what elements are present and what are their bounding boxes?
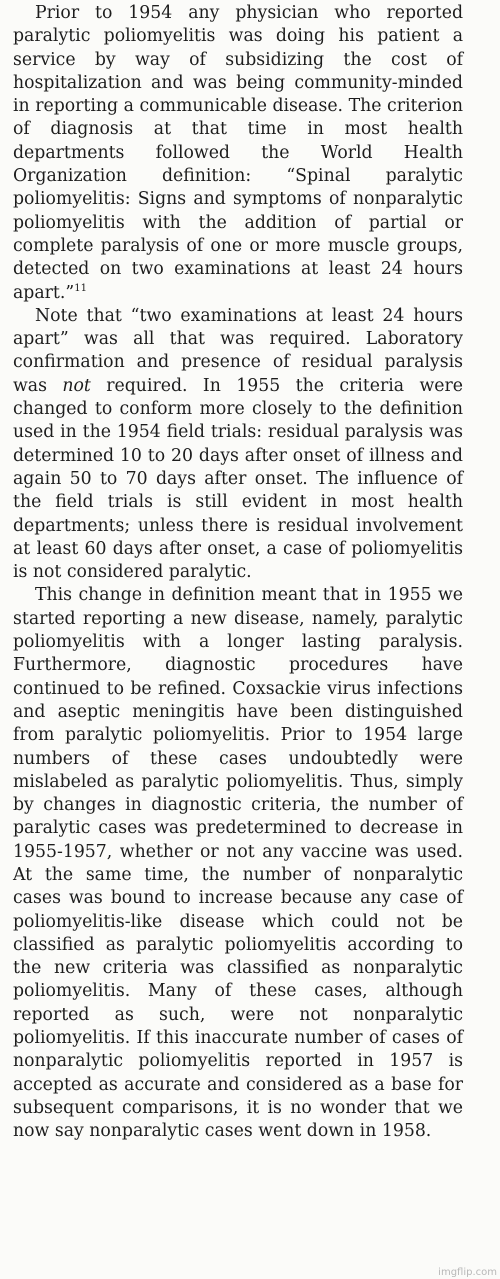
paragraph-3 (13, 584, 463, 1143)
paragraph-3-text: This change in definition meant that in 1955 we started reporting a new disease, namely, paralytic poliomyelitis with a longer lasting paralysis. Furthermore, diagnostic procedures have continued to be refined. Coxsackie virus infections and aseptic meningitis have been distinguished from paralytic poliomyelitis. Prior to 1954 large numbers of these cases undoubtedly were mislabeled as paralytic poliomyelitis. Thus, simply by changes in diagnostic criteria, the number of paralytic cases was predetermined to decrease in 1955-1957, whether or not any vaccine was used. At the same time, the number of nonparalytic cases was bound to increase because any case of poliomyelitis-like disease which could not be classified as paralytic poliomyelitis according to the new criteria was classified as nonparalytic poliomyelitis. Many of these cases, although reported as such, were not nonparalytic poliomyelitis. If this inaccurate number of cases of nonparalytic poliomyelitis reported in 1957 is accepted as accurate and considered as a base for subsequent comparisons, it is no wonder that we now say nonparalytic cases went down in 1958. (13, 585, 463, 1142)
footnote-reference: 11 (74, 282, 87, 294)
paragraph-1-text: Prior to 1954 any physician who reported paralytic poliomyelitis was doing his patient a service by way of subsidizing the cost of hospitalization and was being community-minded in reporting a communicable disease. The criterion of diagnosis at that time in most health departments followed the World Health Organization definition: “Spinal paralytic poliomyelitis: Signs and symptoms of nonparalytic poliomyelitis with the addition of partial or complete paralysis of one or more muscle groups, detected on two examinations at least 24 hours apart.” (13, 3, 463, 303)
paragraph-2-text-end: required. In 1955 the criteria were changed to conform more closely to the definition used in the 1954 field trials: residual paralysis was determined 10 to 20 days after onset of illness and again 50 to 70 days after onset. The influence of the field trials is still evident in most health departments; unless there is residual involvement at least 60 days after onset, a case of poliomyelitis is not considered paralytic. (13, 375, 463, 583)
paragraph-2 (13, 305, 463, 585)
paragraph-2-text-start: Note that “two examinations at least 24 hours apart” was all that was required. Laboratory confirmation and presence of residual paralysis was (13, 305, 463, 396)
watermark-label: imgflip.com (438, 1267, 497, 1278)
article-text (13, 2, 463, 1144)
paragraph-1 (13, 2, 463, 305)
emphasis-not: not (62, 375, 91, 396)
